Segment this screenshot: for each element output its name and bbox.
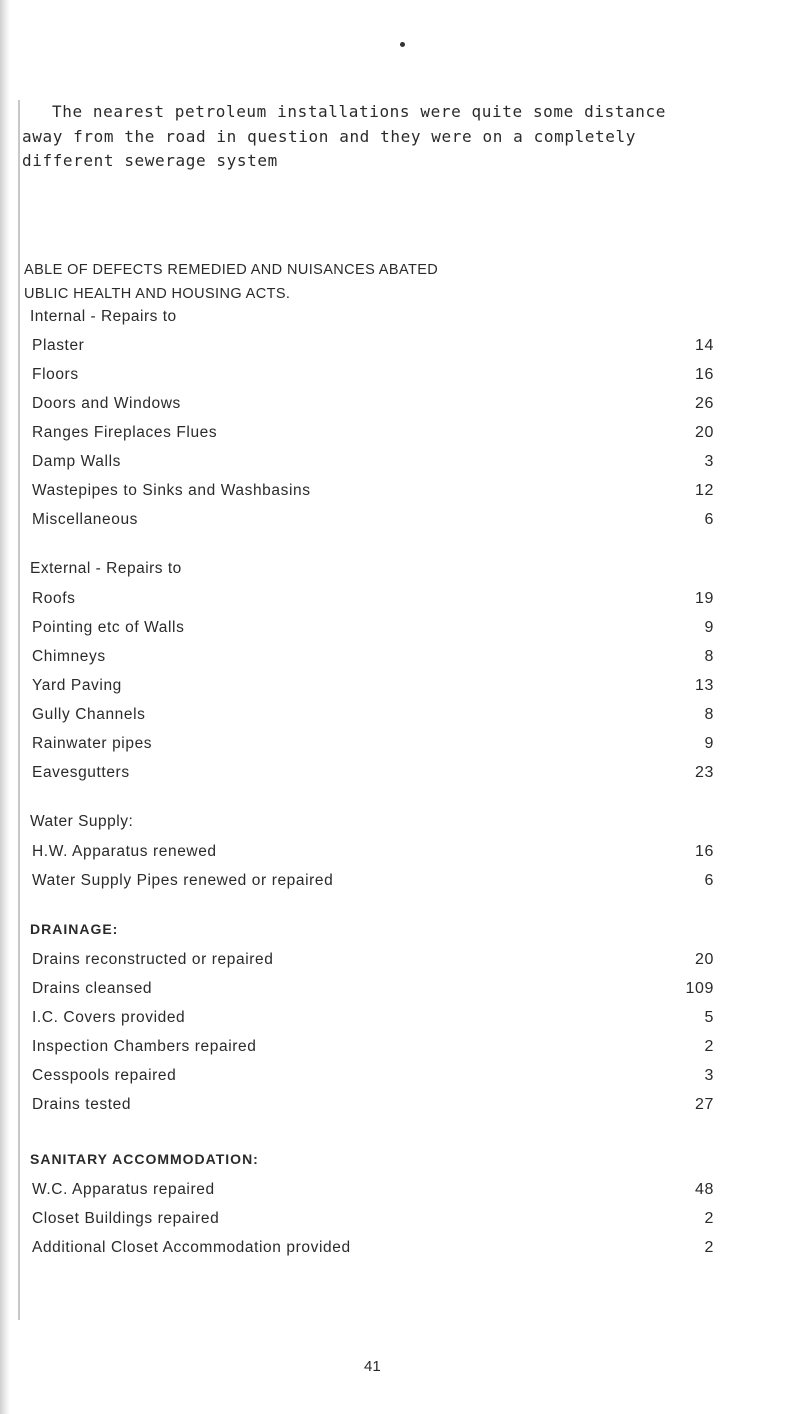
- table-row: [32, 1210, 714, 1239]
- row-value: 6: [704, 511, 714, 528]
- row-value: 3: [704, 1067, 714, 1084]
- table-row: [32, 735, 714, 764]
- row-label: Chimneys: [32, 648, 106, 665]
- table-row: [32, 872, 714, 901]
- row-value: 9: [704, 619, 714, 636]
- row-value: 23: [695, 764, 714, 781]
- intro-paragraph: [22, 100, 792, 174]
- section-heading-water: Water Supply:: [30, 813, 134, 830]
- table-row: [32, 511, 714, 540]
- table-row: [32, 1038, 714, 1067]
- row-label: W.C. Apparatus repaired: [32, 1181, 215, 1198]
- table-row: [32, 1181, 714, 1210]
- intro-line: away from the road in question and they were on a completely: [22, 126, 636, 146]
- table-row: [32, 706, 714, 735]
- table-row: [32, 337, 714, 366]
- title-line: UBLIC HEALTH AND HOUSING ACTS.: [24, 286, 291, 302]
- row-label: Eavesgutters: [32, 764, 130, 781]
- row-value: 5: [704, 1009, 714, 1026]
- row-label: Pointing etc of Walls: [32, 619, 185, 636]
- table-title: [24, 258, 438, 306]
- section-heading-drainage: DRAINAGE:: [30, 921, 119, 937]
- row-label: Gully Channels: [32, 706, 146, 723]
- page-number: 41: [364, 1358, 381, 1375]
- row-label: Drains reconstructed or repaired: [32, 951, 274, 968]
- row-label: Closet Buildings repaired: [32, 1210, 220, 1227]
- row-label: H.W. Apparatus renewed: [32, 843, 217, 860]
- row-label: Doors and Windows: [32, 395, 181, 412]
- table-row: [32, 590, 714, 619]
- table-row: [32, 1067, 714, 1096]
- row-label: Miscellaneous: [32, 511, 139, 528]
- row-value: 14: [695, 337, 714, 354]
- row-label: Cesspools repaired: [32, 1067, 177, 1084]
- row-label: I.C. Covers provided: [32, 1009, 186, 1026]
- table-row: [32, 764, 714, 793]
- row-value: 48: [695, 1181, 714, 1198]
- row-value: 13: [695, 677, 714, 694]
- table-row: [32, 619, 714, 648]
- table-row: [32, 648, 714, 677]
- row-value: 8: [704, 648, 714, 665]
- binding-edge: [0, 0, 10, 1414]
- table-row: [32, 843, 714, 872]
- section-heading-external: External - Repairs to: [30, 560, 182, 577]
- table-row: [32, 482, 714, 511]
- row-label: Rainwater pipes: [32, 735, 153, 752]
- table-row: [32, 424, 714, 453]
- row-value: 12: [695, 482, 714, 499]
- table-row: [32, 1096, 714, 1125]
- row-value: 19: [695, 590, 714, 607]
- row-value: 26: [695, 395, 714, 412]
- row-value: 20: [695, 424, 714, 441]
- intro-line: different sewerage system: [22, 151, 278, 170]
- table-row: [32, 366, 714, 395]
- row-value: 9: [704, 735, 714, 752]
- table-row: [32, 1009, 714, 1038]
- row-label: Plaster: [32, 337, 85, 354]
- row-value: 2: [704, 1038, 714, 1055]
- row-value: 109: [685, 980, 714, 997]
- row-value: 16: [695, 366, 714, 383]
- row-label: Ranges Fireplaces Flues: [32, 424, 218, 441]
- section-heading-sanitary: SANITARY ACCOMMODATION:: [30, 1151, 259, 1167]
- table-row: [32, 1239, 714, 1268]
- intro-line: The nearest petroleum installations were quite some distance: [52, 102, 666, 121]
- row-label: Roofs: [32, 590, 76, 607]
- margin-rule: [18, 100, 20, 1320]
- row-label: Drains tested: [32, 1096, 132, 1113]
- row-label: Yard Paving: [32, 677, 122, 694]
- row-value: 20: [695, 951, 714, 968]
- table-row: [32, 395, 714, 424]
- row-label: Inspection Chambers repaired: [32, 1038, 257, 1055]
- row-value: 3: [704, 453, 714, 470]
- row-label: Damp Walls: [32, 453, 121, 470]
- row-value: 2: [704, 1210, 714, 1227]
- table-row: [32, 453, 714, 482]
- row-value: 16: [695, 843, 714, 860]
- table-row: [32, 677, 714, 706]
- title-line: ABLE OF DEFECTS REMEDIED AND NUISANCES ABATED: [24, 262, 439, 278]
- punch-mark: [400, 42, 405, 47]
- row-label: Drains cleansed: [32, 980, 153, 997]
- row-value: 6: [704, 872, 714, 889]
- row-value: 27: [695, 1096, 714, 1113]
- row-label: Additional Closet Accommodation provided: [32, 1239, 351, 1256]
- row-label: Wastepipes to Sinks and Washbasins: [32, 482, 311, 499]
- row-value: 8: [704, 706, 714, 723]
- table-row: [32, 951, 714, 980]
- row-label: Floors: [32, 366, 79, 383]
- table-row: [32, 980, 714, 1009]
- row-label: Water Supply Pipes renewed or repaired: [32, 872, 334, 889]
- row-value: 2: [704, 1239, 714, 1256]
- section-heading-internal: Internal - Repairs to: [30, 308, 177, 325]
